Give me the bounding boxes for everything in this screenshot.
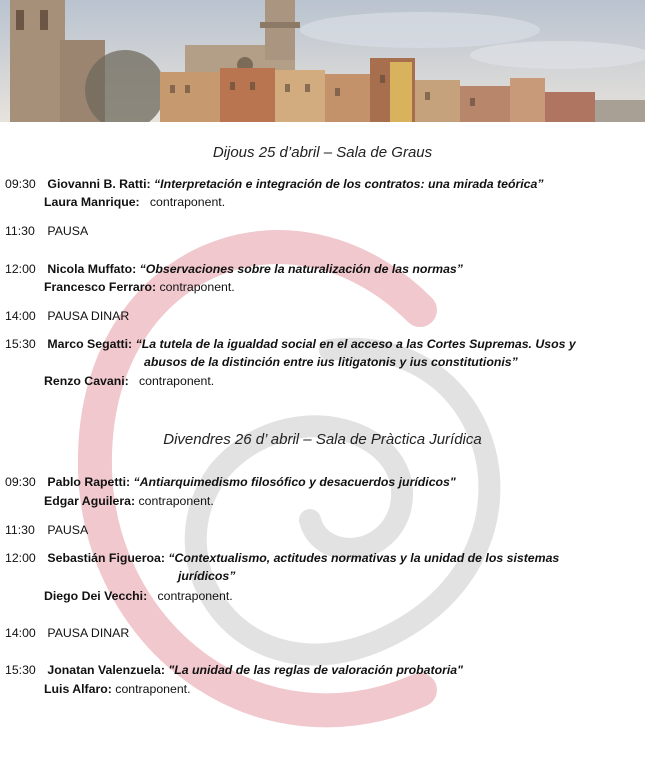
discussant-role: contraponent. [138,374,215,388]
discussant-name: Renzo Cavani: [44,374,129,388]
talk-title: "La unidad de las reglas de valoración probatoria" [168,663,463,677]
speaker-name: Pablo Rapetti: [47,475,131,489]
break-label: PAUSA [47,523,89,537]
break-label: PAUSA [47,224,89,238]
speaker-name: Giovanni B. Ratti: [47,177,151,191]
session-time: 09:30 [5,475,36,489]
speaker-name: Sebastián Figueroa: [47,551,165,565]
discussant-row [44,492,214,510]
discussant-row [44,193,225,211]
talk-title: “Antiarquimedismo filosófico y desacuerdos jurídicos" [133,475,456,489]
discussant-row [44,278,235,296]
break-time: 14:00 [5,309,36,323]
break-time: 14:00 [5,626,36,640]
discussant-row [44,587,233,605]
break-time: 11:30 [5,523,35,537]
break-label: PAUSA DINAR [47,626,130,640]
banner-photo [0,0,645,122]
talk-title: “La tutela de la igualdad social en el acceso a las Cortes Supremas. Usos y [135,337,576,351]
speaker-name: Jonatan Valenzuela: [47,663,165,677]
session-row [5,175,544,193]
talk-title: “Interpretación e integración de los contratos: una mirada teórica” [154,177,544,191]
break-row [5,307,129,325]
discussant-name: Francesco Ferraro: [44,280,157,294]
day1-heading: Dijous 25 d’abril – Sala de Graus [212,144,433,161]
discussant-name: Diego Dei Vecchi: [44,589,148,603]
discussant-name: Edgar Aguilera: [44,494,136,508]
speaker-name: Marco Segatti: [47,337,133,351]
session-row [5,473,456,491]
session-time: 15:30 [5,337,36,351]
discussant-role: contraponent. [159,280,235,294]
discussant-row [44,372,214,390]
discussant-name: Luis Alfaro: [44,682,112,696]
break-row [5,521,88,539]
session-row [5,549,559,567]
discussant-role: contraponent. [115,682,191,696]
break-row [5,222,88,240]
discussant-row [44,680,191,698]
talk-title: “Contextualismo, actitudes normativas y la unidad de los sistemas [168,551,560,565]
break-row [5,624,129,642]
session-time: 15:30 [5,663,36,677]
day2-heading: Divendres 26 d’ abril – Sala de Pràctica Jurídica [163,431,482,448]
session-row [5,260,463,278]
break-time: 11:30 [5,224,35,238]
discussant-name: Laura Manrique: [44,195,140,209]
talk-title-continued: jurídicos” [178,569,236,583]
talk-title-continued: abusos de la distinción entre ius litigatonis y ius constitutionis” [144,355,518,369]
session-time: 12:00 [5,551,36,565]
speaker-name: Nicola Muffato: [47,262,137,276]
session-time: 12:00 [5,262,36,276]
session-time: 09:30 [5,177,36,191]
session-row [5,661,463,679]
discussant-role: contraponent. [157,589,233,603]
break-label: PAUSA DINAR [47,309,130,323]
discussant-role: contraponent. [149,195,226,209]
talk-title: “Observaciones sobre la naturalización de las normas” [139,262,463,276]
session-row [5,335,576,353]
discussant-role: contraponent. [138,494,214,508]
